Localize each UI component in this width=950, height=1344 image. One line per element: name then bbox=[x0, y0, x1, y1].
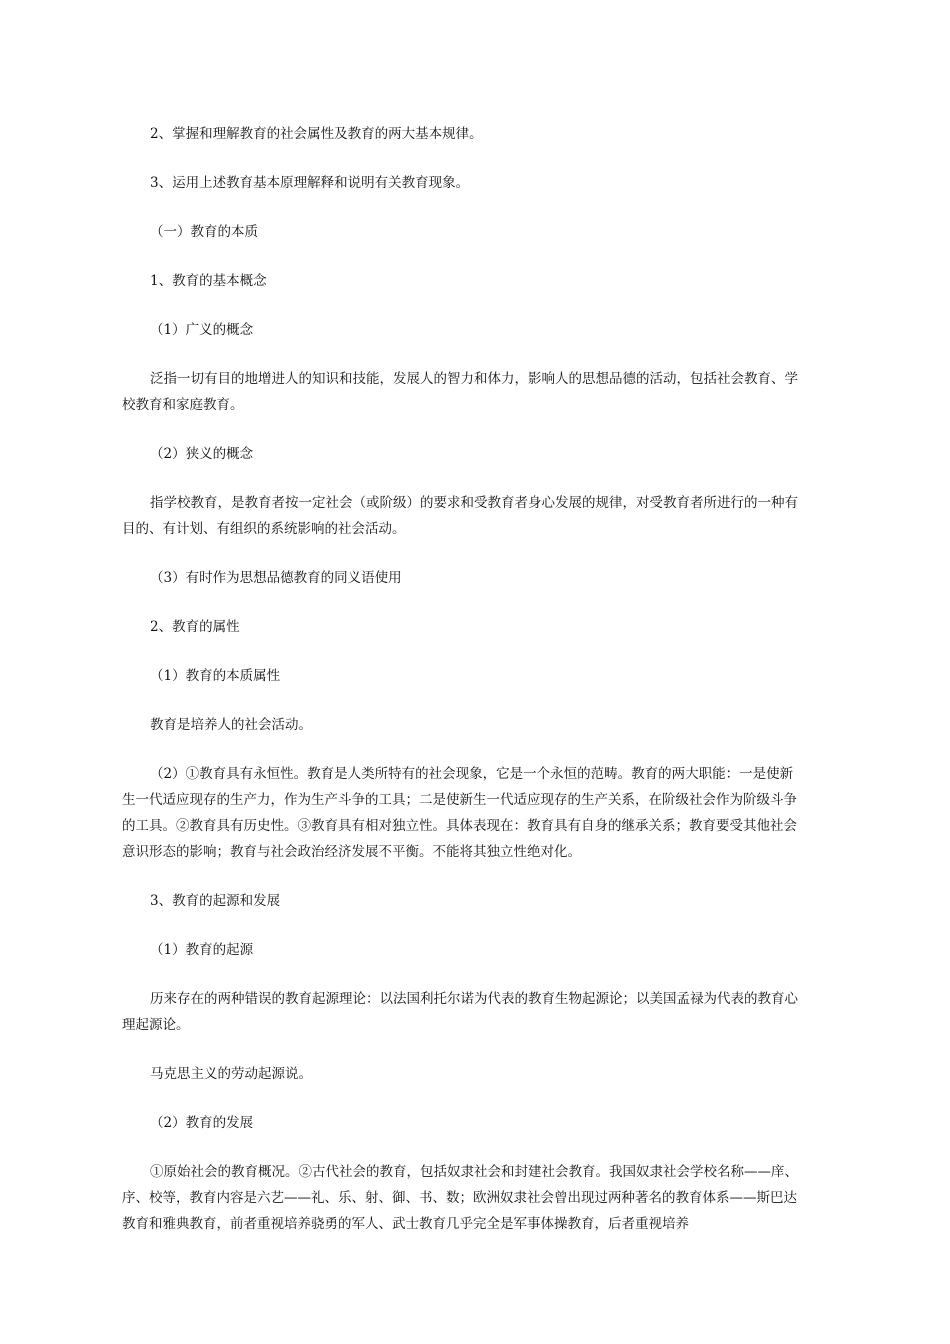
heading-essential-attribute: （1）教育的本质属性 bbox=[150, 668, 281, 684]
section-heading-essence: （一）教育的本质 bbox=[150, 224, 258, 240]
paragraph-development-overview: ①原始社会的教育概况。②古代社会的教育，包括奴隶社会和封建社会教育。我国奴隶社会学校名称——庠、序、校等，教育内容是六艺——礼、乐、射、御、书、数；欧洲奴隶社会曾出现过两种著名的教育体系——斯巴达教育和雅典教育，前者重视培养骁勇的军人、武士教育几乎完全是军事体操教育，后者重视培养 bbox=[122, 1164, 798, 1232]
paragraph-broad-definition: 泛指一切有目的地增进人的知识和技能，发展人的智力和体力，影响人的思想品德的活动，包括社会教育、学校教育和家庭教育。 bbox=[122, 371, 798, 413]
paragraph-essential-attribute: 教育是培养人的社会活动。 bbox=[150, 717, 312, 733]
paragraph-narrow-definition: 指学校教育，是教育者按一定社会（或阶级）的要求和受教育者身心发展的规律，对受教育者所进行的一种有目的、有计划、有组织的系统影响的社会活动。 bbox=[122, 495, 798, 537]
paragraph-social-attributes: （2）①教育具有永恒性。教育是人类所特有的社会现象，它是一个永恒的范畴。教育的两大职能：一是使新生一代适应现存的生产力，作为生产斗争的工具；二是使新生一代适应现存的生产关系，在阶级社会作为阶级斗争的工具。②教育具有历史性。③教育具有相对独立性。具体表现在：教育具有自身的继承关系；教育要受其他社会意识形态的影响；教育与社会政治经济发展不平衡。不能将其独立性绝对化。 bbox=[122, 766, 797, 860]
heading-basic-concept: 1、教育的基本概念 bbox=[150, 273, 267, 289]
heading-attributes: 2、教育的属性 bbox=[150, 619, 240, 635]
objective-2: 2、掌握和理解教育的社会属性及教育的两大基本规律。 bbox=[150, 126, 483, 142]
heading-narrow-concept: （2）狭义的概念 bbox=[150, 446, 254, 462]
heading-synonym-usage: （3）有时作为思想品德教育的同义语使用 bbox=[150, 570, 402, 586]
paragraph-labor-origin: 马克思主义的劳动起源说。 bbox=[150, 1066, 312, 1082]
heading-origin: （1）教育的起源 bbox=[150, 942, 254, 958]
paragraph-wrong-origin-theories: 历来存在的两种错误的教育起源理论：以法国利托尔诺为代表的教育生物起源论；以美国孟禄为代表的教育心理起源论。 bbox=[122, 991, 798, 1033]
heading-broad-concept: （1）广义的概念 bbox=[150, 322, 254, 338]
heading-development: （2）教育的发展 bbox=[150, 1115, 254, 1131]
heading-origin-development: 3、教育的起源和发展 bbox=[150, 893, 281, 909]
objective-3: 3、运用上述教育基本原理解释和说明有关教育现象。 bbox=[150, 175, 470, 191]
